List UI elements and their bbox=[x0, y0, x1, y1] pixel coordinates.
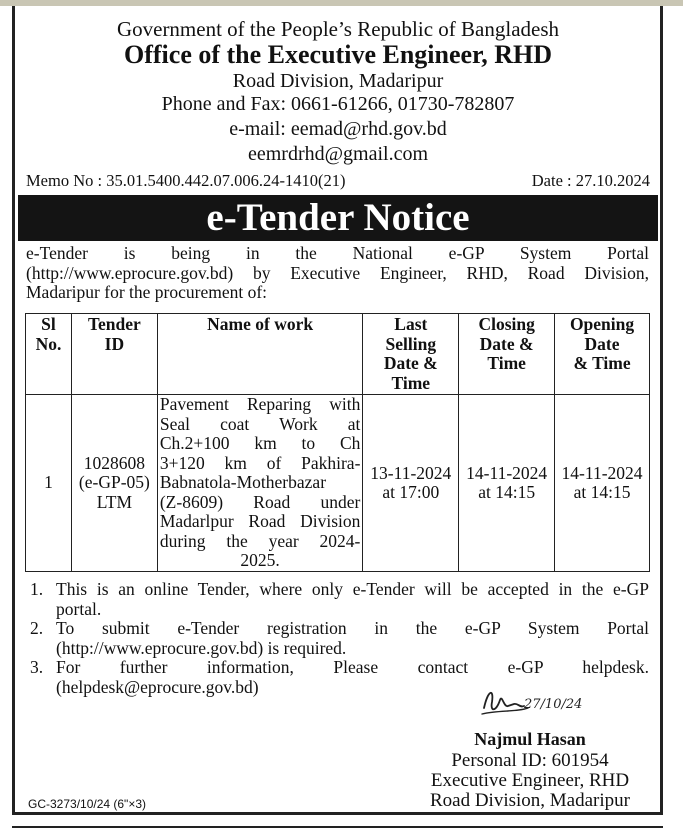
handwritten-signature bbox=[478, 682, 583, 722]
top-border bbox=[0, 0, 683, 6]
list-item: 3. For further information, Please contact e-GP helpdesk. (helpdesk@eprocure.gov.bd) bbox=[30, 657, 649, 697]
signer-title: Executive Engineer, RHD bbox=[430, 770, 630, 791]
header-closing: Closing Date & Time bbox=[459, 314, 555, 395]
right-border bbox=[660, 6, 663, 814]
signer-office: Road Division, Madaripur bbox=[429, 790, 630, 811]
header-name-of-work: Name of work bbox=[157, 314, 363, 395]
cell-name-of-work: Pavement Reparing with Seal coat Work at Ch.2+100 km to Ch 3+120 km of Pakhira- Babnatola-Motherbazar (Z-8609) Road under Madarlpur Road Division during the year 2024- 2025. bbox=[157, 395, 363, 572]
intro-line: e-Tender is being in the National e-GP System Portal bbox=[26, 243, 649, 263]
signer-personal-id: Personal ID: 601954 bbox=[451, 750, 609, 771]
cell-sl-no: 1 bbox=[26, 395, 72, 572]
left-border bbox=[12, 6, 15, 814]
cell-opening: 14-11-2024 at 14:15 bbox=[555, 395, 650, 572]
government-line: Government of the People’s Republic of Bangladesh bbox=[116, 17, 560, 41]
office-title: Office of the Executive Engineer, RHD bbox=[124, 40, 552, 69]
notes-list bbox=[26, 580, 649, 697]
list-item: 2. To submit e-Tender registration in the e-GP System Portal (http://www.eprocure.gov.bd) is required. bbox=[30, 618, 649, 658]
email-line-2: eemrdrhd@gmail.com bbox=[247, 143, 429, 165]
email-line: e-mail: eemad@rhd.gov.bd bbox=[229, 118, 447, 140]
gc-code: GC-3273/10/24 (6"×3) bbox=[28, 797, 146, 811]
memo-number: Memo No : 35.01.5400.442.07.006.24-1410(21) bbox=[26, 171, 346, 190]
phone-line: Phone and Fax: 0661-61266, 01730-782807 bbox=[161, 93, 515, 115]
intro-line: Madaripur for the procurement of: bbox=[26, 282, 268, 302]
header-tender-id: Tender ID bbox=[71, 314, 157, 395]
tender-table bbox=[25, 313, 650, 572]
bottom-border bbox=[12, 812, 663, 815]
header-opening: Opening Date & Time bbox=[555, 314, 650, 395]
table-row bbox=[26, 395, 650, 572]
division-line: Road Division, Madaripur bbox=[232, 70, 444, 92]
list-item: 1. This is an online Tender, where only e-Tender will be accepted in the e-GP portal. bbox=[30, 579, 649, 619]
next-notice-edge bbox=[12, 826, 663, 836]
svg-text:27/10/24: 27/10/24 bbox=[524, 697, 583, 712]
table-header-row bbox=[26, 314, 650, 395]
header-last-selling: Last Selling Date & Time bbox=[363, 314, 459, 395]
intro-paragraph bbox=[26, 244, 649, 303]
notice-date: Date : 27.10.2024 bbox=[531, 171, 650, 190]
intro-line: (http://www.eprocure.gov.bd) by Executive Engineer, RHD, Road Division, bbox=[26, 262, 649, 283]
cell-tender-id: 1028608 (e-GP-05) LTM bbox=[71, 395, 157, 572]
cell-last-selling: 13-11-2024 at 17:00 bbox=[363, 395, 459, 572]
signer-name: Najmul Hasan bbox=[474, 729, 586, 749]
header-sl-no: Sl No. bbox=[26, 314, 72, 395]
notice-title: e-Tender Notice bbox=[18, 195, 658, 241]
cell-closing: 14-11-2024 at 14:15 bbox=[459, 395, 555, 572]
